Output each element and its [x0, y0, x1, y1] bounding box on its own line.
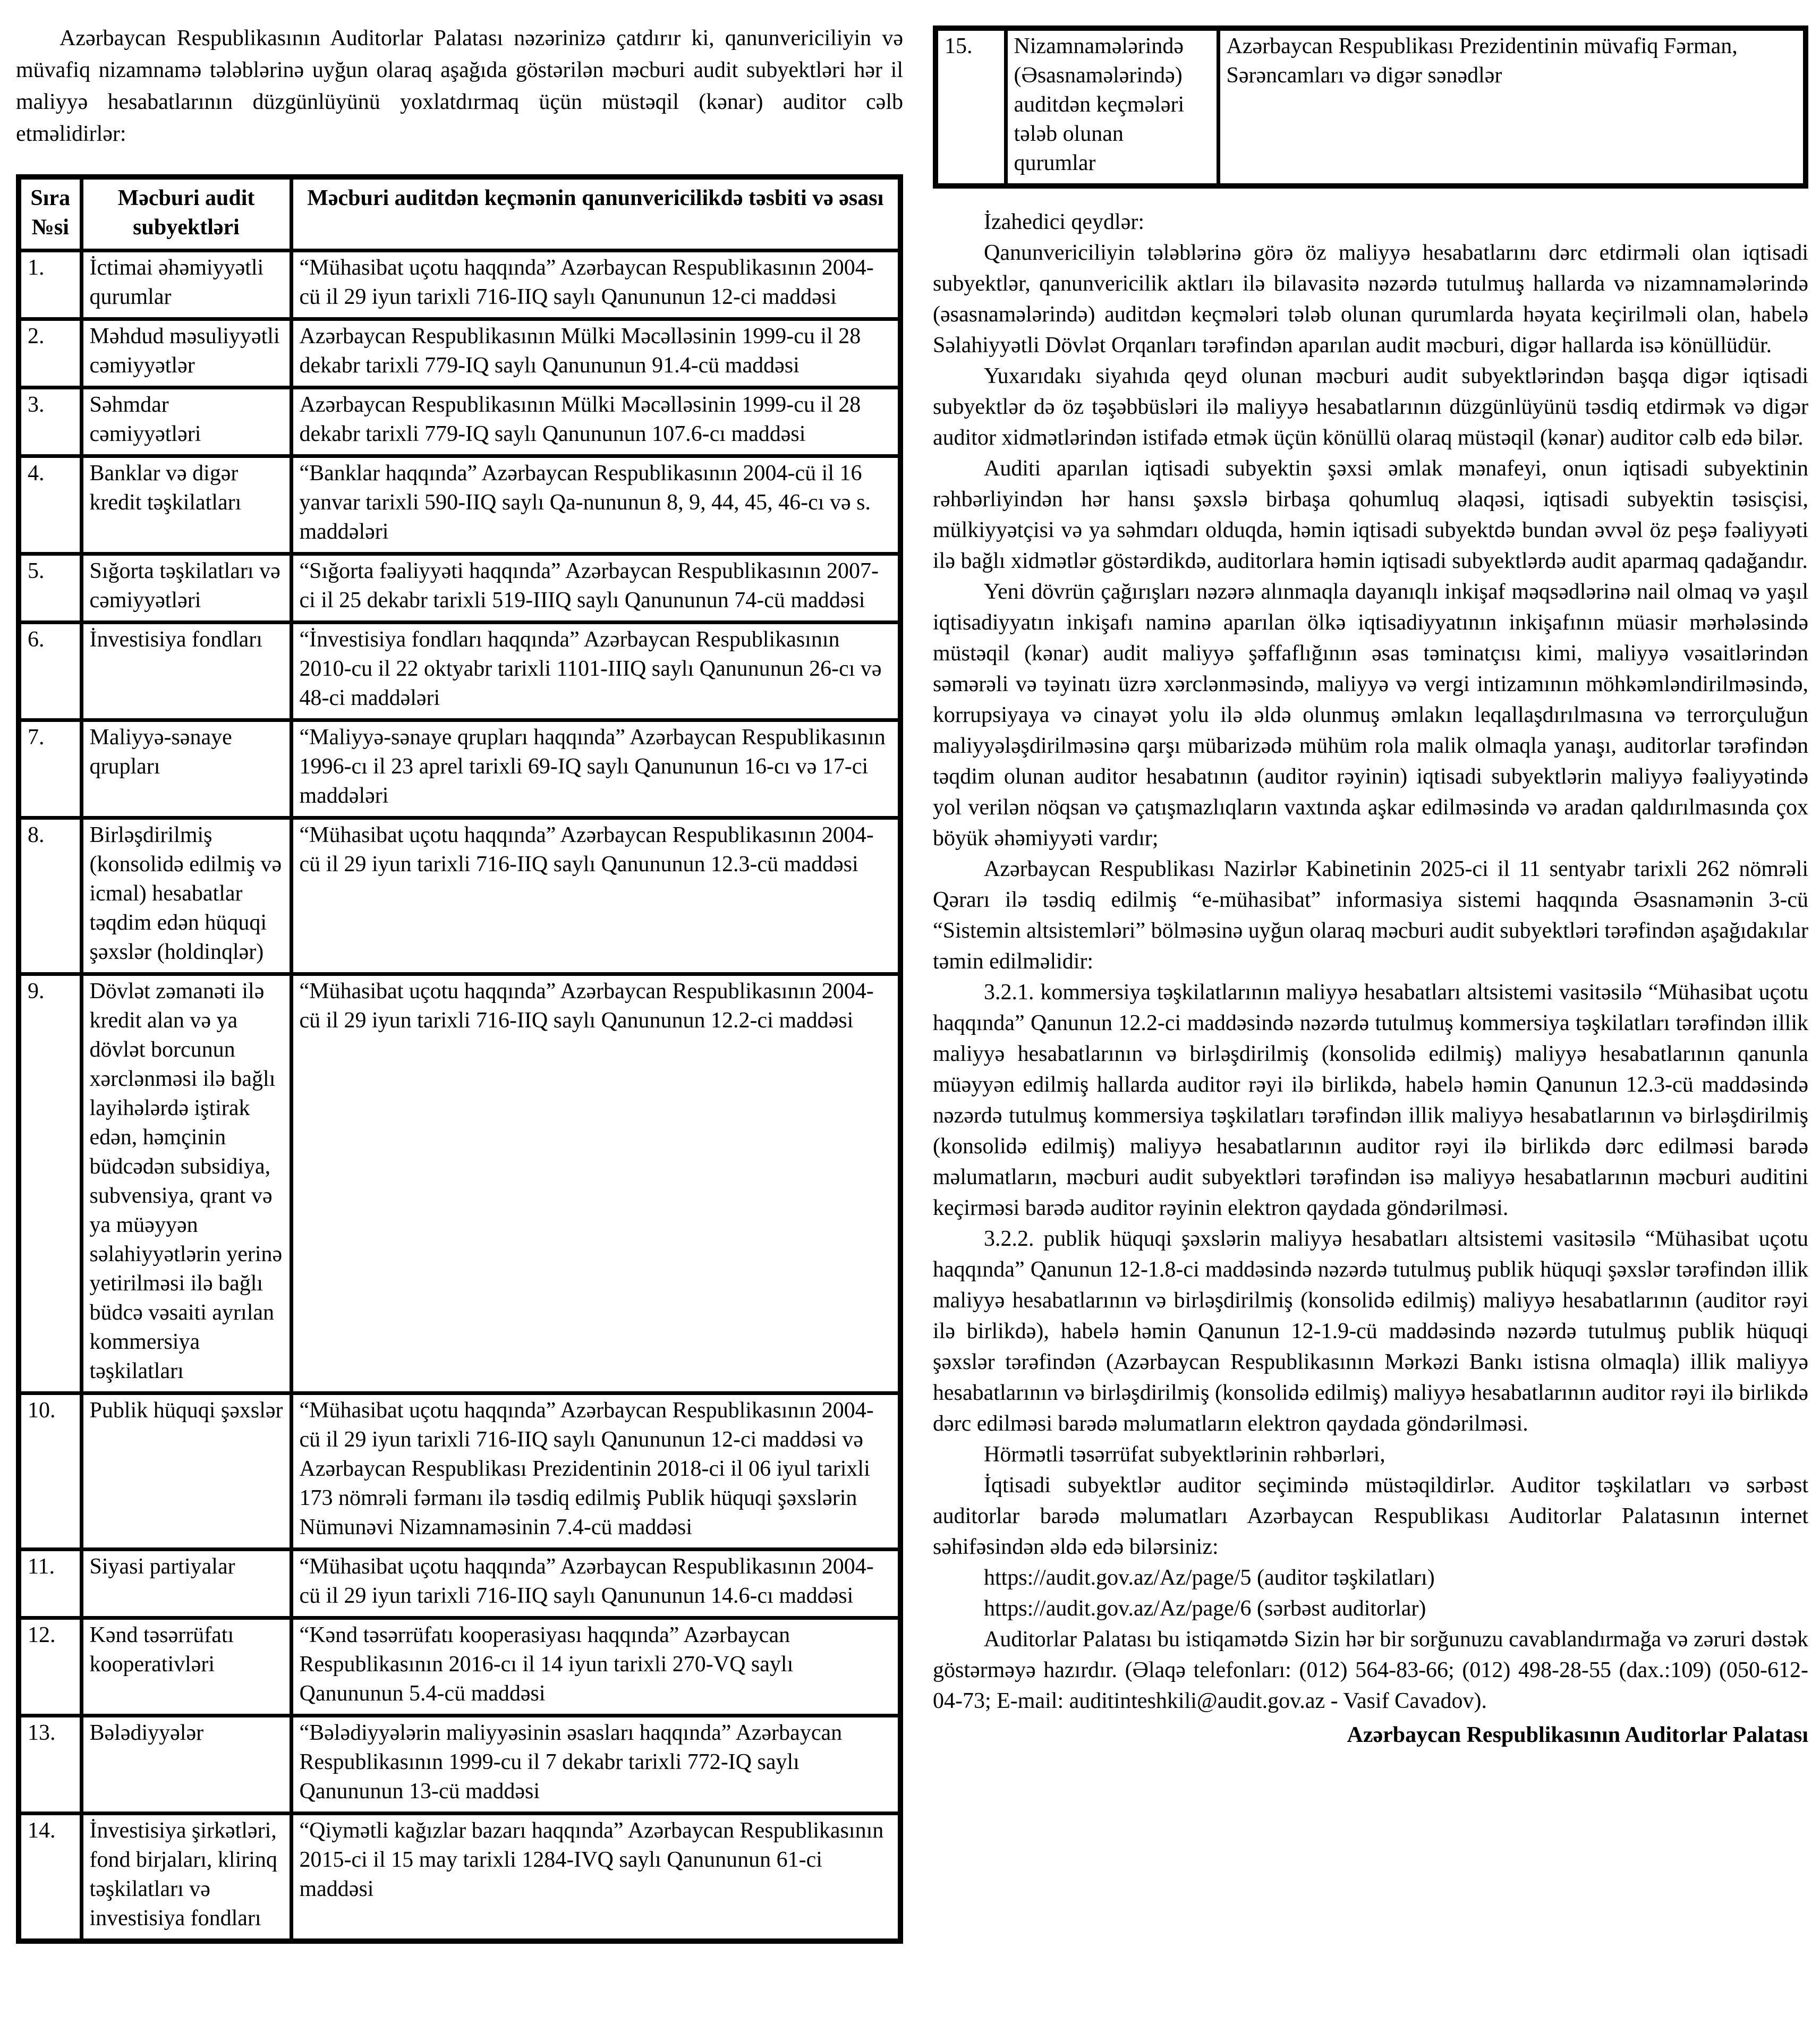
table-header-row	[19, 177, 900, 251]
mandatory-audit-table	[16, 174, 903, 1944]
row-basis: “İnvestisiya fondları haqqında” Azərbaycan Respublikasının 2010-cu il 22 oktyabr tarixli 1101-IIIQ saylı Qanununun 26-cı və 48-ci maddələri	[291, 623, 900, 720]
table-row	[19, 720, 900, 818]
mandatory-audit-table-continued	[933, 25, 1808, 189]
row-number: 7.	[19, 720, 81, 818]
row-number: 12.	[19, 1618, 81, 1716]
table-row	[19, 818, 900, 974]
notes-paragraph: Auditi aparılan iqtisadi subyektin şəxsi əmlak mənafeyi, onun iqtisadi subyektinin rəhbərliyindən hər hansı şəxslə birbaşa qohumluq əlaqəsi, iqtisadi subyektin təsisçisi, mülkiyyətçisi və ya səhmdarı olduqda, həmin iqtisadi subyektdə bundan əvvəl öz peşə fəaliyyəti ilə bağlı xidmətlər göstərdikdə, auditorlara həmin iqtisadi subyektlərdə audit aparmaq qadağandır.	[933, 456, 1808, 573]
row-number: 15.	[935, 28, 1006, 186]
notes-paragraph: Yuxarıdakı siyahıda qeyd olunan məcburi audit subyektlərindən başqa digər iqtisadi subyektlər də öz təşəbbüsləri ilə maliyyə hesabatlarının düzgünlüyünü təsdiq etdirmək və digər auditor xidmətlərindən istifadə etmək üçün könüllü olaraq müstəqil (kənar) auditor cəlb edə bilər.	[933, 364, 1808, 450]
salutation-line: Hörmətli təsərrüfat subyektlərinin rəhbərləri,	[984, 1442, 1385, 1467]
row-subject: Məhdud məsuliyyətli cəmiyyətlər	[81, 319, 291, 388]
row-number: 14.	[19, 1814, 81, 1942]
table-row	[19, 554, 900, 623]
row-subject: Bələdiyyələr	[81, 1716, 291, 1814]
row-subject: Birləşdirilmiş (konsolidə edilmiş və icmal) hesabatlar təqdim edən hüquqi şəxslər (holdinqlər)	[81, 818, 291, 974]
table-row	[19, 974, 900, 1393]
right-column	[933, 14, 1808, 2024]
row-basis: Azərbaycan Respublikası Prezidentinin müvafiq Fərman, Sərəncamları və digər sənədlər	[1218, 28, 1806, 186]
row-subject: Sığorta təşkilatları və cəmiyyətləri	[81, 554, 291, 623]
col-header-number: Sıra №si	[19, 177, 81, 251]
row-number: 1.	[19, 251, 81, 319]
signature-line: Azərbaycan Respublikasının Auditorlar Palatası	[1347, 1723, 1808, 1747]
row-basis: “Maliyyə-sənaye qrupları haqqında” Azərbaycan Respublikasının 1996-cı il 23 aprel tarixli 69-IQ saylı Qanununun 16-cı və 17-ci maddələri	[291, 720, 900, 818]
notes-paragraph: Yeni dövrün çağırışları nəzərə alınmaqla dayanıqlı inkişaf məqsədlərinə nail olmaq və yaşıl iqtisadiyyatın inkişafı naminə aparılan ölkə iqtisadiyyatının inkişafının müasir mərhələsində müstəqil (kənar) audit maliyyə şəffaflığının əsas təminatçısı kimi, maliyyə vəsaitlərindən səmərəli və təyinatı üzrə xərclənməsində, maliyyə və vergi intizamının möhkəmləndirilməsində, korrupsiyaya və cinayət yolu ilə əldə olunmuş əmlakın leqallaşdırılmasına və terrorçuluğun maliyyələşdirilməsinə qarşı mübarizədə mühüm rola malik olmaqla yanaşı, auditorlar tərəfindən təqdim olunan auditor hesabatının (auditor rəyinin) iqtisadi subyektlərin maliyyə fəaliyyətində yol verilən nöqsan və çatışmazlıqların vaxtında aşkar edilməsində və aradan qaldırılmasında çox böyük əhəmiyyəti vardır;	[933, 580, 1808, 851]
table-row	[19, 388, 900, 456]
row-basis: “Mühasibat uçotu haqqında” Azərbaycan Respublikasının 2004-cü il 29 iyun tarixli 716-IIQ saylı Qanununun 14.6-cı maddəsi	[291, 1550, 900, 1618]
table-row	[19, 1550, 900, 1618]
closing-paragraph: Auditorlar Palatası bu istiqamətdə Sizin hər bir sorğunuzu cavablandırmağa və zəruri dəstək göstərməyə hazırdır. (Əlaqə telefonları: (012) 564-83-66; (012) 498-28-55 (dax.:109) (050-612-04-73; E-mail: auditinteshkili@audit.gov.az - Vasif Cavadov).	[933, 1627, 1808, 1713]
notes-paragraph: 3.2.2. publik hüquqi şəxslərin maliyyə hesabatları altsistemi vasitəsilə “Mühasibat uçotu haqqında” Qanunun 12-1.8-ci maddəsində nəzərdə tutulmuş publik hüquqi şəxslər tərəfindən illik maliyyə hesabatlarının və birləşdirilmiş (konsolidə edilmiş) maliyyə hesabatlarının (auditor rəyi ilə birlikdə), habelə həmin Qanunun 12-1.9-cü maddəsində nəzərdə tutulmuş publik hüquqi şəxslər tərəfindən (Azərbaycan Respublikasının Mərkəzi Bankı istisna olmaqla) illik maliyyə hesabatlarının və birləşdirilmiş (konsolidə edilmiş) maliyyə hesabatlarının auditor rəyi ilə birlikdə dərc edilməsi barədə məlumatların elektron qaydada göndərilməsi.	[933, 1227, 1808, 1436]
row-number: 11.	[19, 1550, 81, 1618]
row-subject: Dövlət zəmanəti ilə kredit alan və ya dövlət borcunun xərclənməsi ilə bağlı layihələrdə iştirak edən, həmçinin büdcədən subsidiya, subvensiya, qrant və ya müəyyən səlahiyyətlərin yerinə yetirilməsi ilə bağlı büdcə vəsaiti ayrılan kommersiya təşkilatları	[81, 974, 291, 1393]
row-basis: “Bələdiyyələrin maliyyəsinin əsasları haqqında” Azərbaycan Respublikasının 1999-cu il 7 dekabr tarixli 772-IQ saylı Qanununun 13-cü maddəsi	[291, 1716, 900, 1814]
row-basis: “Mühasibat uçotu haqqında” Azərbaycan Respublikasının 2004-cü il 29 iyun tarixli 716-IIQ saylı Qanununun 12.2-ci maddəsi	[291, 974, 900, 1393]
row-subject: Publik hüquqi şəxslər	[81, 1393, 291, 1550]
row-number: 13.	[19, 1716, 81, 1814]
row-subject: Banklar və digər kredit təşkilatları	[81, 456, 291, 554]
row-basis: “Sığorta fəaliyyəti haqqında” Azərbaycan Respublikasının 2007-ci il 25 dekabr tarixli 519-IIIQ saylı Qanununun 74-cü maddəsi	[291, 554, 900, 623]
table-row	[19, 251, 900, 319]
table-row	[935, 28, 1806, 186]
table-row	[19, 623, 900, 720]
col-header-basis: Məcburi auditdən keçmənin qanunvericilikdə təsbiti və əsası	[291, 177, 900, 251]
row-subject: Səhmdar cəmiyyətləri	[81, 388, 291, 456]
row-basis: “Mühasibat uçotu haqqında” Azərbaycan Respublikasının 2004-cü il 29 iyun tarixli 716-IIQ saylı Qanununun 12-ci maddəsi	[291, 251, 900, 319]
independent-auditors-url: https://audit.gov.az/Az/page/6 (sərbəst auditorlar)	[984, 1596, 1426, 1621]
row-basis: “Kənd təsərrüfatı kooperasiyası haqqında” Azərbaycan Respublikasının 2016-cı il 14 iyun tarixli 270-VQ saylı Qanununun 5.4-cü maddəsi	[291, 1618, 900, 1716]
row-subject: Siyasi partiyalar	[81, 1550, 291, 1618]
table-row	[19, 319, 900, 388]
notes-paragraph: Qanunvericiliyin tələblərinə görə öz maliyyə hesabatlarını dərc etdirməli olan iqtisadi subyektlər, qanunvericilik aktları ilə bilavasitə nəzərdə tutulmuş hallarda və nizamnamələrində (əsasnamələrində) auditdən keçmələri tələb olunan qurumlarda həyata keçirilməli olan, habelə Səlahiyyətli Dövlət Orqanları tərəfindən aparılan audit məcburi, digər hallarda isə könüllüdür.	[933, 241, 1808, 358]
row-subject: İnvestisiya fondları	[81, 623, 291, 720]
row-subject: Nizamnamələrində (Əsasnamələrində) auditdən keçmələri tələb olunan qurumlar	[1006, 28, 1218, 186]
row-number: 4.	[19, 456, 81, 554]
audit-organizations-url: https://audit.gov.az/Az/page/5 (auditor təşkilatları)	[984, 1566, 1435, 1590]
row-number: 3.	[19, 388, 81, 456]
left-column	[16, 14, 903, 2024]
row-subject: İnvestisiya şirkətləri, fond birjaları, klirinq təşkilatları və investisiya fondları	[81, 1814, 291, 1942]
row-basis: Azərbaycan Respublikasının Mülki Məcəlləsinin 1999-cu il 28 dekabr tarixli 779-IQ saylı Qanununun 91.4-cü maddəsi	[291, 319, 900, 388]
row-subject: Kənd təsərrüfatı kooperativləri	[81, 1618, 291, 1716]
row-subject: Maliyyə-sənaye qrupları	[81, 720, 291, 818]
row-basis: “Mühasibat uçotu haqqında” Azərbaycan Respublikasının 2004-cü il 29 iyun tarixli 716-IIQ saylı Qanununun 12-ci maddəsi və Azərbaycan Respublikası Prezidentinin 2018-ci il 06 iyul tarixli 173 nömrəli fərmanı ilə təsdiq edilmiş Publik hüquqi şəxslərin Nümunəvi Nizamnaməsinin 7.4-cü maddəsi	[291, 1393, 900, 1550]
row-number: 6.	[19, 623, 81, 720]
row-number: 8.	[19, 818, 81, 974]
table-row	[19, 456, 900, 554]
row-basis: “Banklar haqqında” Azərbaycan Respublikasının 2004-cü il 16 yanvar tarixli 590-IIQ saylı Qa-nununun 8, 9, 44, 45, 46-cı və s. maddələri	[291, 456, 900, 554]
table-row	[19, 1814, 900, 1942]
notes-paragraph: 3.2.1. kommersiya təşkilatlarının maliyyə hesabatları altsistemi vasitəsilə “Mühasibat uçotu haqqında” Qanunun 12.2-ci maddəsində nəzərdə tutulmuş kommersiya təşkilatları tərəfindən illik maliyyə hesabatlarının və birləşdirilmiş (konsolidə edilmiş) maliyyə hesabatlarının qanunla müəyyən edilmiş hallarda auditor rəyi ilə birlikdə, habelə həmin Qanunun 12.3-cü maddəsində nəzərdə tutulmuş kommersiya təşkilatları tərəfindən illik maliyyə hesabatlarının və birləşdirilmiş (konsolidə edilmiş) maliyyə hesabatlarının auditor rəyi ilə birlikdə dərc edilməsi barədə məlumatların, məcburi audit subyektləri tərəfindən isə maliyyə hesabatlarının məcburi auditini keçirməsi barədə auditor rəyinin elektron qaydada göndərilməsi.	[933, 980, 1808, 1220]
row-basis: “Mühasibat uçotu haqqında” Azərbaycan Respublikasının 2004-cü il 29 iyun tarixli 716-IIQ saylı Qanununun 12.3-cü maddəsi	[291, 818, 900, 974]
notes-paragraph: Azərbaycan Respublikası Nazirlər Kabinetinin 2025-ci il 11 sentyabr tarixli 262 nömrəli Qərarı ilə təsdiq edilmiş “e-mühasibat” informasiya sistemi haqqında Əsasnamənin 3-cü “Sistemin altsistemləri” bölməsinə uyğun olaraq məcburi audit subyektləri tərəfindən aşağıdakılar təmin edilməlidir:	[933, 857, 1809, 974]
row-number: 10.	[19, 1393, 81, 1550]
row-basis: “Qiymətli kağızlar bazarı haqqında” Azərbaycan Respublikasının 2015-ci il 15 may tarixli 1284-IVQ saylı Qanununun 61-ci maddəsi	[291, 1814, 900, 1942]
table-row	[19, 1618, 900, 1716]
auditor-choice-paragraph: İqtisadi subyektlər auditor seçimində müstəqildirlər. Auditor təşkilatları və sərbəst auditorlar barədə məlumatları Azərbaycan Respublikası Auditorlar Palatasının internet səhifəsindən əldə edə bilərsiniz:	[933, 1473, 1808, 1559]
row-basis: Azərbaycan Respublikasının Mülki Məcəlləsinin 1999-cu il 28 dekabr tarixli 779-IQ saylı Qanununun 107.6-cı maddəsi	[291, 388, 900, 456]
row-number: 9.	[19, 974, 81, 1393]
row-number: 5.	[19, 554, 81, 623]
table-row	[19, 1716, 900, 1814]
notes-heading: İzahedici qeydlər:	[984, 210, 1144, 234]
intro-paragraph: Azərbaycan Respublikasının Auditorlar Palatası nəzərinizə çatdırır ki, qanunvericiliyin və müvafiq nizamnamə tələblərinə uyğun olaraq aşağıda göstərilən məcburi audit subyektləri hər il maliyyə hesabatlarının düzgünlüyünü yoxlatdırmaq üçün müstəqil (kənar) auditor cəlb etməlidirlər:	[16, 26, 903, 146]
table-row	[19, 1393, 900, 1550]
row-subject: İctimai əhəmiyyətli qurumlar	[81, 251, 291, 319]
row-number: 2.	[19, 319, 81, 388]
col-header-subjects: Məcburi audit subyektləri	[81, 177, 291, 251]
